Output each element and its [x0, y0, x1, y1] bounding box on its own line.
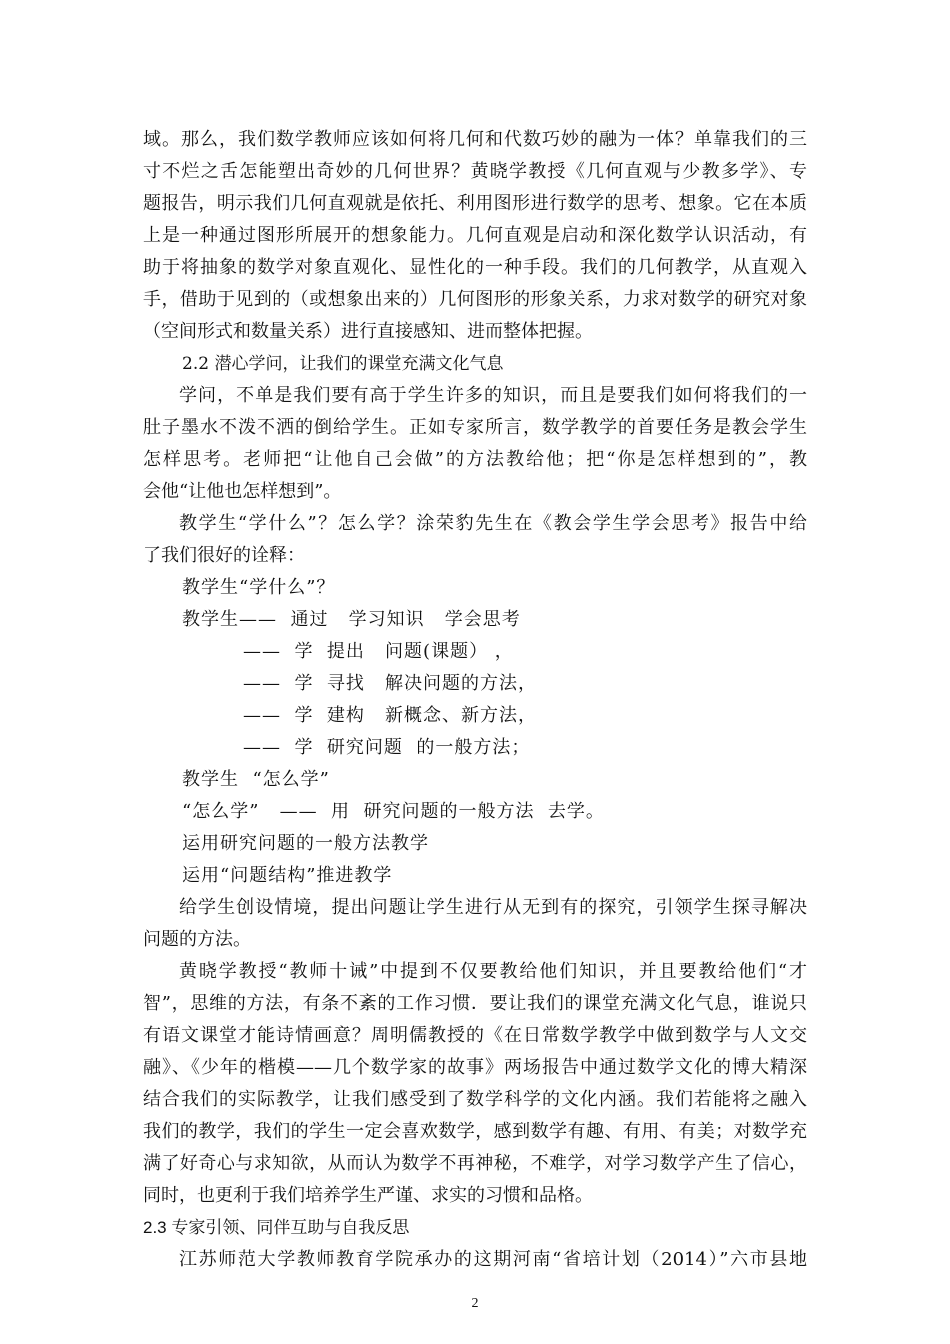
paragraph-line: 智”，思维的方法，有条不紊的工作习惯．要让我们的课堂充满文化气息，谁说只	[143, 993, 807, 1014]
paragraph-line: 域。那么，我们数学教师应该如何将几何和代数巧妙的融为一体？单靠我们的三	[143, 129, 807, 150]
paragraph-line: 助于将抽象的数学对象直观化、显性化的一种手段。我们的几何教学，从直观入	[143, 257, 807, 278]
paragraph-line: 黄晓学教授“教师十诫”中提到不仅要教给他们知识，并且要教给他们“才	[179, 961, 807, 982]
paragraph-line: 手，借助于见到的（或想象出来的）几何图形的形象关系，力求对数学的研究对象	[143, 289, 807, 310]
paragraph-line: 同时，也更利于我们培养学生严谨、求实的习惯和品格。	[143, 1185, 593, 1206]
paragraph-line: 会他“让他也怎样想到”。	[143, 481, 342, 502]
paragraph-line: 肚子墨水不泼不洒的倒给学生。正如专家所言，数学教学的首要任务是教会学生	[143, 417, 807, 438]
list-line: “怎么学” —— 用 研究问题的一般方法 去学。	[182, 801, 605, 822]
paragraph-line: 上是一种通过图形所展开的想象能力。几何直观是启动和深化数学认识活动，有	[143, 225, 807, 246]
paragraph-line: 怎样思考。老师把“让他自己会做”的方法教给他；把“你是怎样想到的”，教	[143, 449, 807, 470]
paragraph-line: 江苏师范大学教师教育学院承办的这期河南“省培计划（2014）”六市县地	[179, 1249, 807, 1270]
list-line: —— 学 研究问题 的一般方法；	[243, 737, 531, 758]
paragraph-line: 教学生“学什么”？怎么学？涂荣豹先生在《教会学生学会思考》报告中给	[179, 513, 807, 534]
paragraph-line: 题报告，明示我们几何直观就是依托、利用图形进行数学的思考、想象。它在本质	[143, 193, 807, 214]
paragraph-line: 学问，不单是我们要有高于学生许多的知识，而且是要我们如何将我们的一	[179, 385, 807, 406]
page-number: 2	[471, 1296, 479, 1311]
section-heading: 2.3 专家引领、同伴互助与自我反思	[143, 1218, 410, 1237]
list-line: 运用“问题结构”推进教学	[182, 865, 393, 886]
list-line: 教学生 “怎么学”	[182, 769, 330, 790]
paragraph-line: 融》、《少年的楷模——几个数学家的故事》两场报告中通过数学文化的博大精深	[143, 1057, 807, 1078]
paragraph-line: 有语文课堂才能诗情画意？周明儒教授的《在日常数学教学中做到数学与人文交	[143, 1025, 807, 1046]
section-heading: 2.2 潜心学问，让我们的课堂充满文化气息	[182, 354, 504, 374]
list-line: 教学生—— 通过 学习知识 学会思考	[182, 609, 521, 630]
list-line: —— 学 建构 新概念、新方法，	[243, 705, 538, 726]
list-line: —— 学 寻找 解决问题的方法，	[243, 673, 538, 694]
paragraph-line: 寸不烂之舌怎能塑出奇妙的几何世界？黄晓学教授《几何直观与少教多学》、专	[143, 161, 807, 182]
paragraph-line: 给学生创设情境，提出问题让学生进行从无到有的探究，引领学生探寻解决	[179, 897, 807, 918]
paragraph-line: 问题的方法。	[143, 929, 251, 950]
paragraph-line: 了我们很好的诠释：	[143, 545, 305, 566]
list-line: 运用研究问题的一般方法教学	[182, 833, 429, 854]
list-line: —— 学 提出 问题(课题） ，	[243, 641, 514, 662]
paragraph-line: 结合我们的实际教学，让我们感受到了数学科学的文化内涵。我们若能将之融入	[143, 1089, 807, 1110]
paragraph-line: 满了好奇心与求知欲，从而认为数学不再神秘，不难学，对学习数学产生了信心，	[143, 1153, 807, 1174]
list-line: 教学生“学什么”？	[182, 577, 336, 598]
paragraph-line: 我们的教学，我们的学生一定会喜欢数学，感到数学有趣、有用、有美；对数学充	[143, 1121, 807, 1142]
paragraph-line: （空间形式和数量关系）进行直接感知、进而整体把握。	[143, 321, 593, 342]
